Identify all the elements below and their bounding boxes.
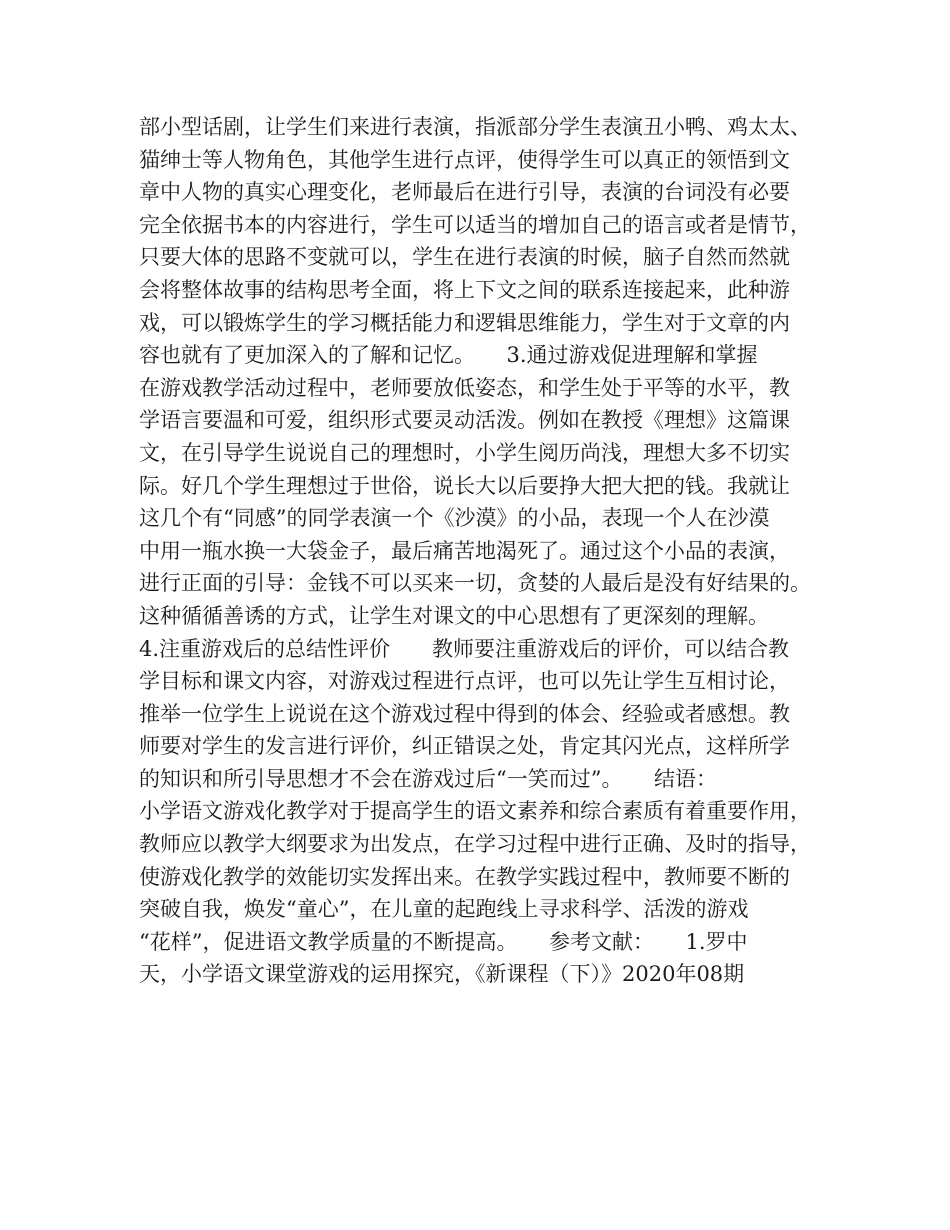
text-line: 在游戏教学活动过程中，老师要放低姿态，和学生处于平等的水平，教 — [139, 375, 790, 400]
text-line: 学目标和课文内容，对游戏过程进行点评，也可以先让学生互相讨论， — [139, 669, 790, 694]
text-line: 推举一位学生上说说在这个游戏过程中得到的体会、经验或者感想。教 — [139, 701, 790, 726]
text-line: 小学语文游戏化教学对于提高学生的语文素养和综合素质有着重要作用， — [139, 799, 811, 824]
text-line: 师要对学生的发言进行评价，纠正错误之处，肯定其闪光点，这样所学 — [139, 734, 790, 759]
text-line: 学语言要温和可爱，组织形式要灵动活泼。例如在教授《理想》这篇课 — [139, 408, 790, 433]
text-line: 部小型话剧，让学生们来进行表演，指派部分学生表演丑小鸭、鸡太太、 — [139, 115, 811, 139]
text-line: 猫绅士等人物角色，其他学生进行点评，使得学生可以真正的领悟到文 — [139, 147, 790, 172]
text-line: 文，在引导学生说说自己的理想时，小学生阅历尚浅，理想大多不切实 — [139, 440, 790, 465]
text-line: 天，小学语文课堂游戏的运用探究，《新课程（下）》2020年08期 — [139, 962, 745, 987]
text-line: 的知识和所引导思想才不会在游戏过后“一笑而过”。 结语： — [139, 766, 717, 791]
text-line: 中用一瓶水换一大袋金子，最后痛苦地渴死了。通过这个小品的表演， — [139, 538, 790, 563]
text-line: 会将整体故事的结构思考全面，将上下文之间的联系连接起来，此种游 — [139, 277, 790, 302]
text-line: 只要大体的思路不变就可以，学生在进行表演的时候，脑子自然而然就 — [139, 245, 790, 270]
text-line: 进行正面的引导：金钱不可以买来一切，贪婪的人最后是没有好结果的。 — [139, 571, 811, 596]
text-line: 这种循循善诱的方式，让学生对课文的中心思想有了更深刻的理解。 — [139, 603, 769, 628]
text-line: 戏，可以锻炼学生的学习概括能力和逻辑思维能力，学生对于文章的内 — [139, 310, 790, 335]
text-line: “花样”，促进语文教学质量的不断提高。 参考文献： 1.罗中 — [139, 929, 748, 954]
text-line: 4.注重游戏后的总结性评价 教师要注重游戏后的评价，可以结合教 — [139, 636, 790, 661]
text-line: 完全依据书本的内容进行，学生可以适当的增加自己的语言或者是情节， — [139, 212, 811, 237]
body-text — [139, 111, 829, 991]
text-line: 教师应以教学大纲要求为出发点，在学习过程中进行正确、及时的指导， — [139, 832, 811, 857]
text-line: 容也就有了更加深入的了解和记忆。 3.通过游戏促进理解和掌握 — [139, 343, 758, 368]
text-line: 突破自我，焕发“童心”，在儿童的起跑线上寻求科学、活泼的游戏 — [139, 897, 749, 922]
text-line: 这几个有“同感”的同学表演一个《沙漠》的小品，表现一个人在沙漠 — [139, 506, 770, 531]
text-line: 章中人物的真实心理变化，老师最后在进行引导，表演的台词没有必要 — [139, 180, 790, 205]
text-line: 使游戏化教学的效能切实发挥出来。在教学实践过程中，教师要不断的 — [139, 864, 790, 889]
text-line: 际。好几个学生理想过于世俗，说长大以后要挣大把大把的钱。我就让 — [139, 473, 790, 498]
